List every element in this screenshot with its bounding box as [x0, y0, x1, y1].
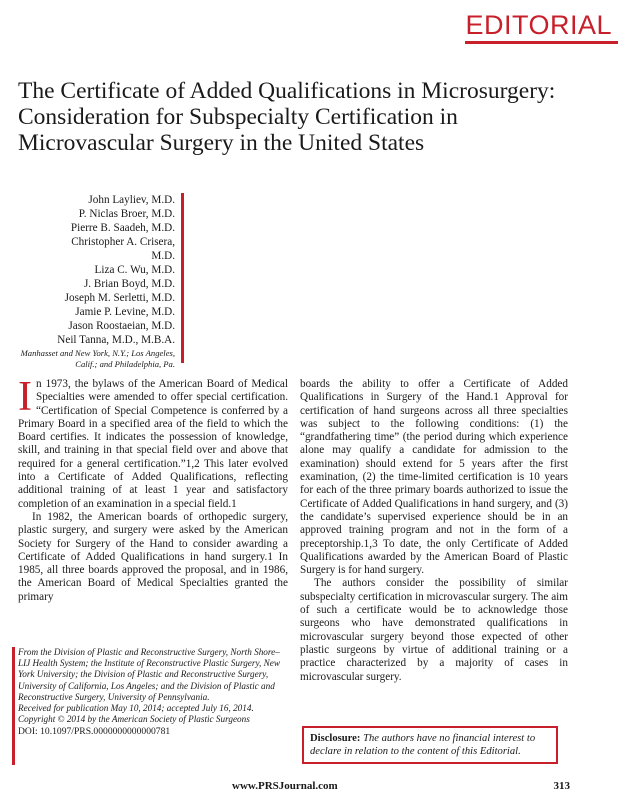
section-label: [465, 8, 618, 42]
footer-journal-url[interactable]: www.PRSJournal.com: [232, 780, 338, 792]
page-number: 313: [553, 780, 570, 792]
disclosure-label: Disclosure:: [310, 733, 361, 744]
author: Jason Roostaeian, M.D.: [68, 320, 175, 332]
footnote-from: From the Division of Plastic and Reconstructive Surgery, North Shore–LIJ Health System; the Institute of Reconstructive Plastic Surgery, New York University; the Division of Plastic and Reconstructive Surgery, University of California, Los Angeles; and the Division of Plastic and Reconstructive Surgery, University of Pennsylvania.: [18, 647, 280, 702]
body-paragraph: boards the ability to offer a Certificate of Added Qualifications in Surgery of the Hand.1 Approval for certification of hand surgeons across all three specialties was subject to the following conditions: (1) the “grandfathering time” (the period during which experience alone may qualify a candidate for admission to the examination) should extend for 5 years after the first examination, (2) the time-limited certification is 10 years for each of the three primary boards authorized to issue the Certificate of Added Qualifications in hand surgery, and (3) the candidate’s supervised experience should be in an approved training program and not in the form of a preceptorship.1,3 To date, the only Certificate of Added Qualifications awarded by the American Board of Plastic Surgery is for hand surgery.: [300, 378, 568, 577]
author-list: [0, 193, 175, 370]
body-column-right: [300, 378, 568, 684]
affiliation-footnote: [18, 647, 288, 738]
footnote-doi: DOI: 10.1097/PRS.0000000000000781: [18, 726, 171, 738]
author: Neil Tanna, M.D., M.B.A.: [57, 334, 175, 346]
author-divider: [181, 193, 184, 363]
author: P. Niclas Broer, M.D.: [78, 208, 175, 220]
footnote-copyright: Copyright © 2014 by the American Society of Plastic Surgeons: [18, 714, 250, 725]
drop-cap: I: [18, 374, 32, 420]
author: M.D.: [151, 250, 175, 262]
author-affiliation: Manhasset and New York, N.Y.; Los Angeles, Calif.; and Philadelphia, Pa.: [20, 348, 175, 369]
section-label-text: EDITORIAL: [465, 10, 612, 40]
body-paragraph: The authors consider the possibility of similar subspecialty certification in microvascular surgery. The aim of such a certificate would be to acknowledge those surgeons who have demonstrated qualifications in microvascular surgery beyond those expected of other plastic surgeons by virtue of additional training or a practice characterized by a majority of cases in microvascular surgery.: [300, 577, 568, 683]
author: J. Brian Boyd, M.D.: [83, 278, 175, 290]
disclosure-text: The authors have no financial interest to declare in relation to the content of this Editorial.: [310, 733, 536, 757]
disclosure-box: [302, 726, 558, 764]
article-title: The Certificate of Added Qualifications in Microsurgery: Consideration for Subspecialty Certification in Microvascular Surgery in the United States: [18, 78, 556, 156]
footnote-divider: [12, 647, 15, 765]
body-column-left: [18, 374, 288, 604]
author: John Layliev, M.D.: [88, 194, 175, 206]
author: Pierre B. Saadeh, M.D.: [70, 222, 175, 234]
section-label-underline: [465, 41, 618, 44]
author: Christopher A. Crisera,: [71, 236, 175, 248]
author: Liza C. Wu, M.D.: [94, 264, 175, 276]
body-paragraph: In 1982, the American boards of orthopedic surgery, plastic surgery, and surgery were asked by the American Society for Surgery of the Hand to consider awarding a Certificate of Added Qualifications in hand surgery.1 In 1985, all three boards approved the proposal, and in 1986, the American Board of Medical Specialties granted the primary: [18, 510, 288, 603]
body-paragraph: In 1973, the bylaws of the American Board of Medical Specialties were amended to offer special certification. “Certification of Special Competence is conferred by a Primary Board in a specified area of the field to which the Board certifies. It indicates the possession of knowledge, skill, and training in that special field over and above that required for a general certification.”1,2 This later evolved into a Certificate of Added Qualifications, reflecting additional training of at least 1 year and satisfactory completion of an examination in a special field.1: [18, 374, 288, 510]
footnote-received: Received for publication May 10, 2014; accepted July 16, 2014.: [18, 703, 254, 714]
author: Jamie P. Levine, M.D.: [75, 306, 175, 318]
author: Joseph M. Serletti, M.D.: [64, 292, 175, 304]
